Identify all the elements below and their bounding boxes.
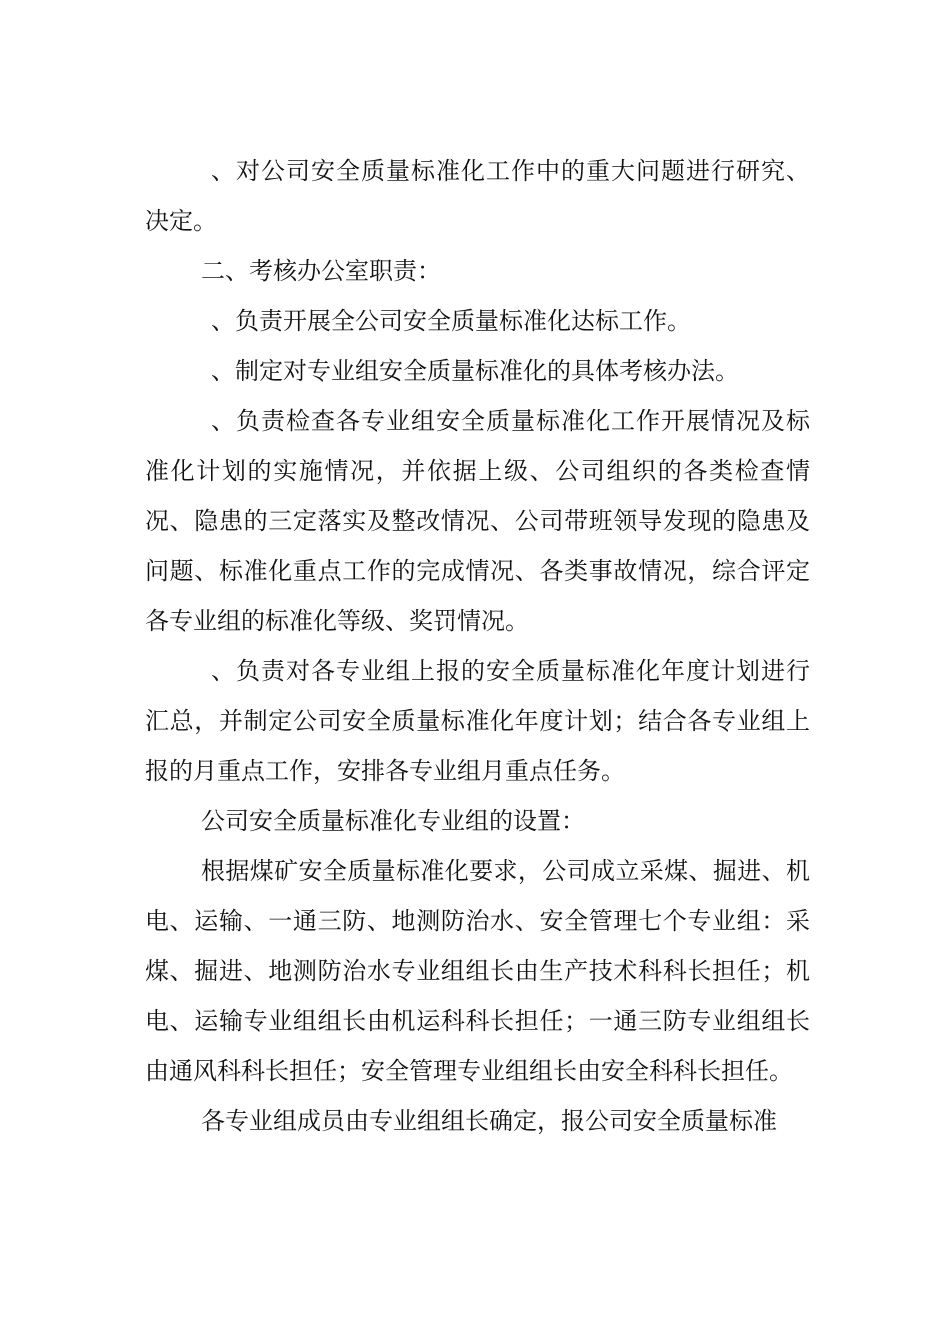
paragraph-duty-annual-plan: 、负责对各专业组上报的安全质量标准化年度计划进行汇总，并制定公司安全质量标准化年度计划；结合各专业组上报的月重点工作，安排各专业组月重点任务。	[145, 657, 810, 785]
document-body	[145, 146, 810, 1146]
paragraph-groups-setup: 根据煤矿安全质量标准化要求，公司成立采煤、掘进、机电、运输、一通三防、地测防治水、安全管理七个专业组：采煤、掘进、地测防治水专业组组长由生产技术科科长担任；机电、运输专业组组长由机运科科长担任；一通三防专业组组长由通风科科长担任；安全管理专业组组长由安全科科长担任。	[145, 857, 810, 1085]
paragraph-major-issues: 、对公司安全质量标准化工作中的重大问题进行研究、决定。	[145, 157, 810, 235]
paragraph-office-duties-heading: 二、考核办公室职责：	[201, 257, 441, 285]
paragraph-duty-inspection: 、负责检查各专业组安全质量标准化工作开展情况及标准化计划的实施情况，并依据上级、公司组织的各类检查情况、隐患的三定落实及整改情况、公司带班领导发现的隐患及问题、标准化重点工作的完成情况、各类事故情况，综合评定各专业组的标准化等级、奖罚情况。	[145, 407, 810, 635]
paragraph-duty-assessment-method: 、制定对专业组安全质量标准化的具体考核办法。	[211, 357, 739, 385]
paragraph-duty-compliance: 、负责开展全公司安全质量标准化达标工作。	[211, 307, 691, 335]
paragraph-groups-heading: 公司安全质量标准化专业组的设置：	[201, 807, 585, 835]
paragraph-group-members: 各专业组成员由专业组组长确定，报公司安全质量标准	[201, 1107, 777, 1135]
